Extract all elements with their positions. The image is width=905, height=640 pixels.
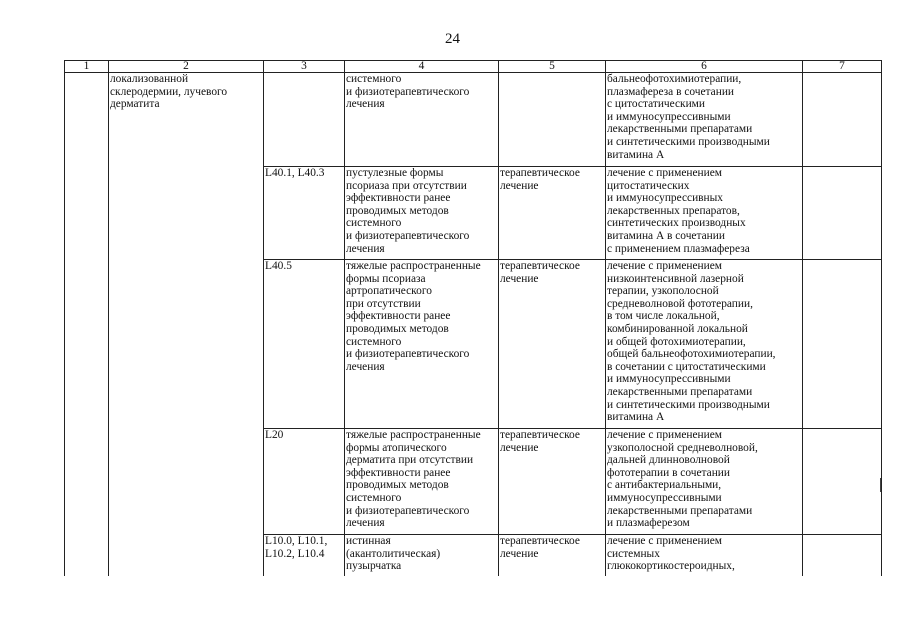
cell-treatment-type: терапевтическое лечение xyxy=(499,429,606,535)
column-number-row xyxy=(65,61,882,73)
column-number-7: 7 xyxy=(803,61,882,73)
cell-treatment-type: терапевтическое лечение xyxy=(499,260,606,429)
cell-model-description: тяжелые распространенные формы псориаза артропатического при отсутствии эффективности ранее проводимых методов системного и физиотерапевтического лечения xyxy=(345,260,499,429)
cell-treatment-method: лечение с применением цитостатических и иммуносупрессивных лекарственных препаратов, синтетических производных витамина А в сочетании с применением плазмафереза xyxy=(606,167,803,260)
cell-col7 xyxy=(803,429,882,535)
column-number-5: 5 xyxy=(499,61,606,73)
cell-col7 xyxy=(803,535,882,576)
cell-model-description: пустулезные формы псориаза при отсутствии эффективности ранее проводимых методов системного и физиотерапевтического лечения xyxy=(345,167,499,260)
cell-col7 xyxy=(803,167,882,260)
cell-treatment-method: бальнеофотохимиотерапии, плазмафереза в сочетании с цитостатическими и иммуносупрессивными лекарственными препаратами и синтетическими производными витамина А xyxy=(606,73,803,167)
cell-treatment-method: лечение с применением низкоинтенсивной лазерной терапии, узкополосной средневолновой фототерапии, в том числе локальной, комбинированной локальной и общей фотохимиотерапии, общей бальнеофотохимиотерапии, в сочетании с цитостатическими и иммуносупрессивными лекарственными препаратами и синтетическими производными витамина А xyxy=(606,260,803,429)
cell-treatment-method: лечение с применением системных глюкокортикостероидных, xyxy=(606,535,803,576)
cell-col7 xyxy=(803,73,882,167)
column-number-1: 1 xyxy=(65,61,109,73)
cell-icd-code xyxy=(264,73,345,167)
cell-treatment-type xyxy=(499,73,606,167)
cell-treatment-type: терапевтическое лечение xyxy=(499,167,606,260)
cell-icd-code: L40.1, L40.3 xyxy=(264,167,345,260)
cell-col7 xyxy=(803,260,882,429)
cell-model-description: тяжелые распространенные формы атопического дерматита при отсутствии эффективности ранее проводимых методов системного и физиотерапевтического лечения xyxy=(345,429,499,535)
cell-icd-code: L40.5 xyxy=(264,260,345,429)
column-number-3: 3 xyxy=(264,61,345,73)
cell-disease-group: локализованной склеродермии, лучевого дерматита xyxy=(109,73,264,576)
cell-treatment-method: лечение с применением узкополосной средневолновой, дальней длинноволновой фототерапии в сочетании с антибактериальными, иммуносупрессивными лекарственными препаратами и плазмаферезом xyxy=(606,429,803,535)
cell-icd-code: L10.0, L10.1, L10.2, L10.4 xyxy=(264,535,345,576)
column-number-2: 2 xyxy=(109,61,264,73)
cell-model-description: истинная (акантолитическая) пузырчатка xyxy=(345,535,499,576)
column-number-6: 6 xyxy=(606,61,803,73)
cell-icd-code: L20 xyxy=(264,429,345,535)
column-number-4: 4 xyxy=(345,61,499,73)
cell-treatment-type: терапевтическое лечение xyxy=(499,535,606,576)
cell-model-description: системного и физиотерапевтического лечения xyxy=(345,73,499,167)
page-number: 24 xyxy=(445,31,460,47)
table-row xyxy=(65,73,882,167)
scan-edge-mark xyxy=(880,478,881,492)
treatment-table xyxy=(64,60,882,576)
cell-col1-empty xyxy=(65,73,109,576)
